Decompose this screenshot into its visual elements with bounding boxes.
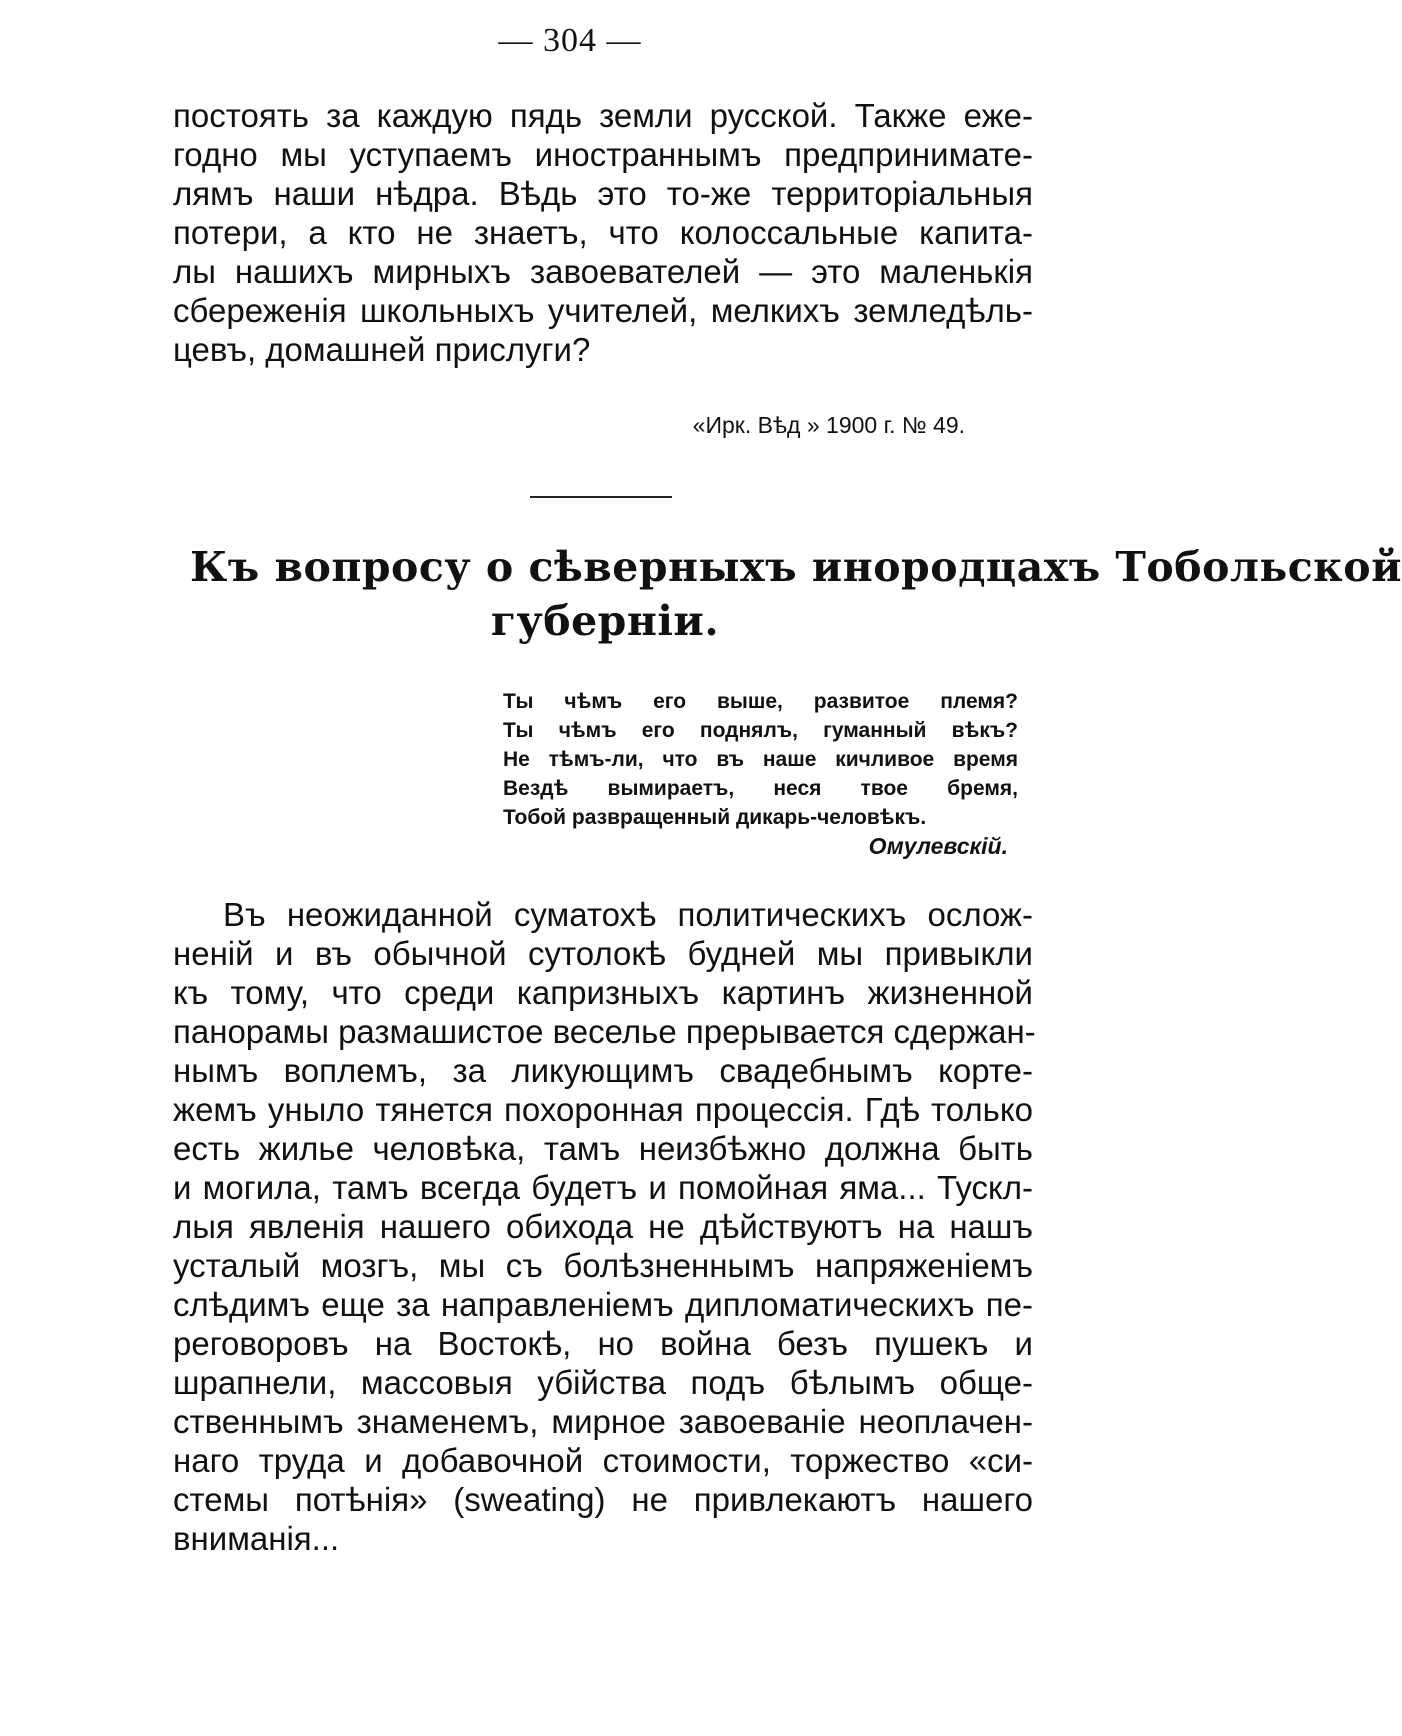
heading-line: губерніи. — [490, 597, 720, 645]
text-line: постоять за каждую пядь земли русской. Также еже- — [173, 97, 1033, 134]
text-line: и могила, тамъ всегда будетъ и помойная яма... Тускл- — [173, 1169, 1033, 1206]
text-line: сбереженія школьныхъ учителей, мелкихъ земледѣль- — [173, 292, 1033, 329]
text-line: панорамы размашистое веселье прерывается сдержан- — [173, 1013, 1036, 1050]
text-line: нымъ воплемъ, за ликующимъ свадебнымъ корте- — [173, 1052, 1033, 1089]
text-line: къ тому, что среди капризныхъ картинъ жизненной — [173, 974, 1033, 1011]
verse-line: Тобой развращенный дикарь-человѣкъ. — [503, 806, 927, 829]
text-line: лыя явленія нашего обихода не дѣйствуютъ на нашъ — [173, 1208, 1033, 1245]
article-heading — [190, 540, 1402, 648]
verse-line: Ты чѣмъ его поднялъ, гуманный вѣкъ? — [503, 719, 1018, 742]
text-line: слѣдимъ еще за направленіемъ дипломатическихъ пе- — [173, 1286, 1033, 1323]
text-line: есть жилье человѣка, тамъ неизбѣжно должна быть — [173, 1130, 1033, 1167]
heading-line: Къ вопросу о сѣверныхъ инородцахъ Тобольской — [190, 543, 1402, 591]
text-line: Въ неожиданной суматохѣ политическихъ ослож- — [223, 896, 1033, 933]
verse-line: Не тѣмъ-ли, что въ наше кичливое время — [503, 748, 1018, 771]
section-divider — [530, 496, 672, 498]
epigraph — [503, 687, 1018, 861]
text-line: шрапнели, массовыя убійства подъ бѣлымъ обще- — [173, 1364, 1033, 1401]
text-line: лы нашихъ мирныхъ завоевателей — это маленькія — [173, 253, 1033, 290]
main-paragraph — [173, 895, 1036, 1558]
text-line: стемы потѣнія» (sweating) не привлекаютъ нашего — [173, 1481, 1033, 1518]
page-number: — 304 — — [498, 22, 642, 59]
text-line: усталый мозгъ, мы съ болѣзненнымъ напряженіемъ — [173, 1247, 1033, 1284]
text-line: потери, а кто не знаетъ, что колоссальные капита- — [173, 214, 1033, 251]
text-line: жемъ уныло тянется похоронная процессія. Гдѣ только — [173, 1091, 1033, 1128]
verse-line: Ты чѣмъ его выше, развитое племя? — [503, 690, 1018, 713]
text-line: цевъ, домашней прислуги? — [173, 331, 591, 368]
verse-line: Вездѣ вымираетъ, неся твое бремя, — [503, 777, 1018, 800]
text-line: неній и въ обычной сутолокѣ будней мы привыкли — [173, 935, 1033, 972]
text-line: наго труда и добавочной стоимости, торжество «си- — [173, 1442, 1033, 1479]
text-line: ственнымъ знаменемъ, мирное завоеваніе неоплачен- — [173, 1403, 1033, 1440]
text-line: вниманія... — [173, 1520, 340, 1557]
text-line: реговоровъ на Востокѣ, но война безъ пушекъ и — [173, 1325, 1033, 1362]
epigraph-author: Омулевскій. — [868, 833, 1008, 859]
text-line: годно мы уступаемъ иностраннымъ предпринимате- — [173, 136, 1033, 173]
source-citation: «Ирк. Вѣд » 1900 г. № 49. — [692, 412, 965, 438]
top-paragraph — [173, 96, 1033, 369]
text-line: лямъ наши нѣдра. Вѣдь это то-же территоріальныя — [173, 175, 1033, 212]
